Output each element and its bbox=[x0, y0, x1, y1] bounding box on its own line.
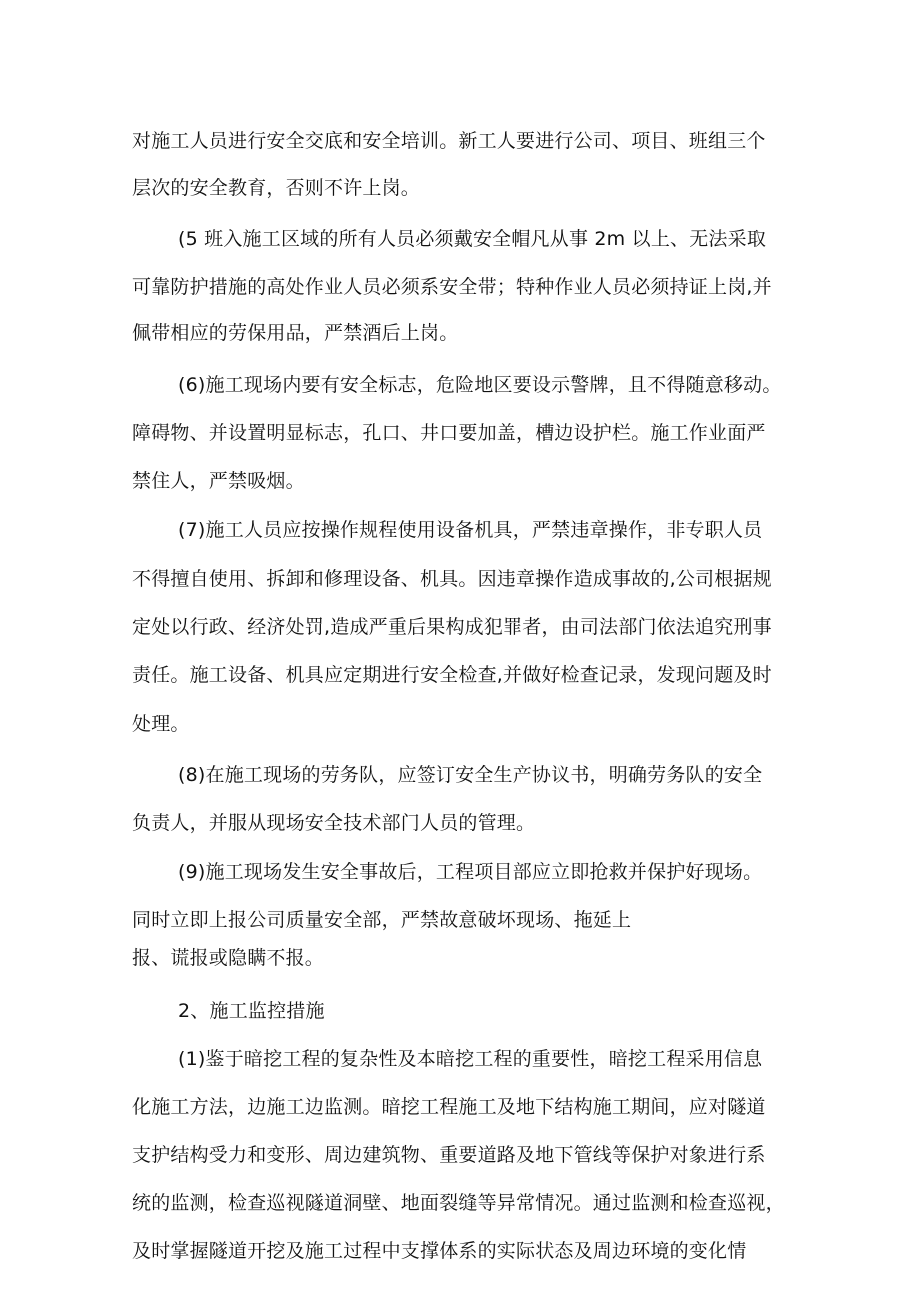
text-line: 层次的安全教育，否则不许上岗。 bbox=[132, 177, 421, 199]
text-line: 禁住人，严禁吸烟。 bbox=[132, 470, 305, 492]
text-line: 报、谎报或隐瞒不报。 bbox=[132, 947, 325, 969]
text-line: 支护结构受力和变形、周边建筑物、重要道路及地下管线等保护对象进行系 bbox=[132, 1144, 766, 1166]
text-line: 佩带相应的劳保用品，严禁酒后上岗。 bbox=[132, 322, 459, 344]
text-line: 化施工方法，边施工边监测。暗挖工程施工及地下结构施工期间，应对隧道 bbox=[132, 1096, 766, 1118]
text-line: 可靠防护措施的高处作业人员必须系安全带；特种作业人员必须持证上岗,并 bbox=[132, 276, 772, 298]
section-heading: 2、施工监控措施 bbox=[178, 1000, 325, 1022]
text-line: (7)施工人员应按操作规程使用设备机具，严禁违章操作，非专职人员 bbox=[178, 519, 763, 541]
text-line: 同时立即上报公司质量安全部，严禁故意破坏现场、拖延上 bbox=[132, 909, 632, 931]
text-line: 障碍物、并设置明显标志，孔口、井口要加盖，槽边设护栏。施工作业面严 bbox=[132, 422, 766, 444]
text-line: (8)在施工现场的劳务队，应签订安全生产协议书，明确劳务队的安全 bbox=[178, 764, 763, 786]
text-line: 及时掌握隧道开挖及施工过程中支撑体系的实际状态及周边环境的变化情 bbox=[132, 1240, 747, 1262]
text-line: 责任。施工设备、机具应定期进行安全检查,并做好检查记录，发现问题及时 bbox=[132, 664, 772, 686]
text-line: 定处以行政、经济处罚,造成严重后果构成犯罪者，由司法部门依法追究刑事 bbox=[132, 616, 772, 638]
text-line: (9)施工现场发生安全事故后，工程项目部应立即抢救并保护好现场。 bbox=[178, 861, 763, 883]
text-line: 统的监测，检查巡视隧道洞壁、地面裂缝等异常情况。通过监测和检查巡视， bbox=[132, 1192, 785, 1214]
text-line: 处理。 bbox=[132, 713, 190, 735]
text-line: 不得擅自使用、拆卸和修理设备、机具。因违章操作造成事故的,公司根据规 bbox=[132, 568, 772, 590]
text-line: (5 班入施工区域的所有人员必须戴安全帽凡从事 2m 以上、无法采取 bbox=[178, 228, 767, 250]
text-line: (1)鉴于暗挖工程的复杂性及本暗挖工程的重要性，暗挖工程采用信息 bbox=[178, 1048, 763, 1070]
text-line: 负责人，并服从现场安全技术部门人员的管理。 bbox=[132, 812, 536, 834]
text-line: (6)施工现场内要有安全标志，危险地区要设示警牌，且不得随意移动。 bbox=[178, 374, 782, 396]
text-line: 对施工人员进行安全交底和安全培训。新工人要进行公司、项目、班组三个 bbox=[132, 130, 766, 152]
